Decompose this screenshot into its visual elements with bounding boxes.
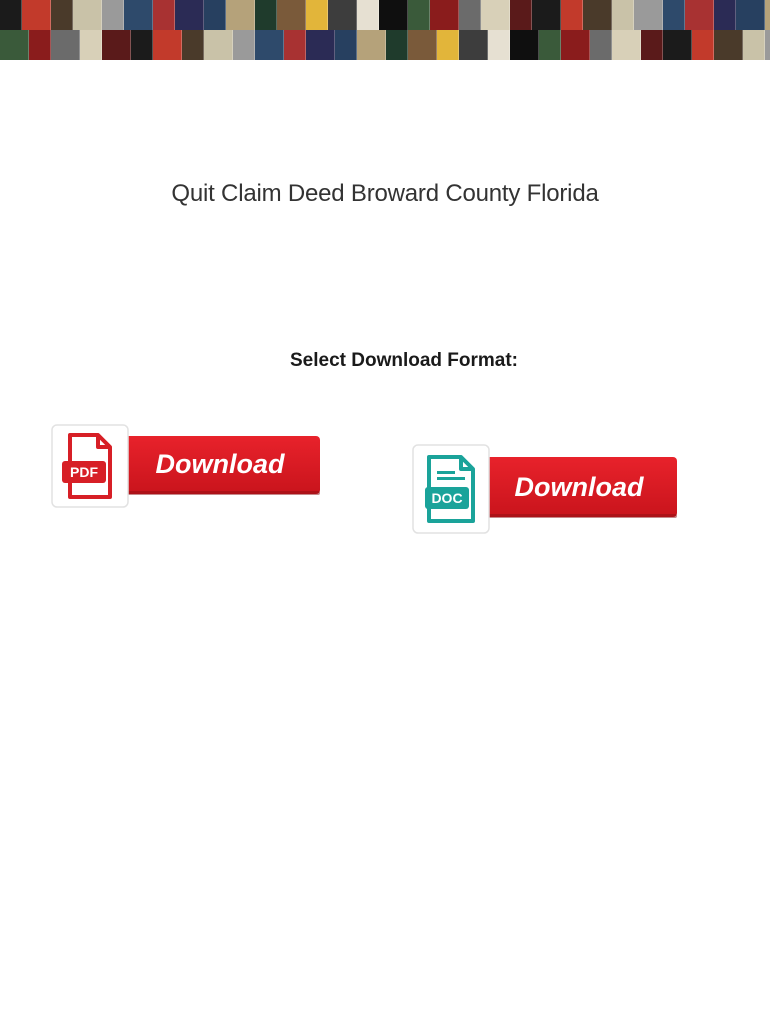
cover-thumbnail <box>583 0 612 30</box>
doc-download-label: Download <box>514 472 644 502</box>
banner-row-bottom <box>0 30 770 60</box>
cover-thumbnail <box>386 30 408 60</box>
cover-thumbnail <box>437 30 459 60</box>
cover-thumbnail <box>277 0 306 30</box>
pdf-download-label: Download <box>155 449 285 479</box>
cover-collage-banner <box>0 0 770 60</box>
cover-thumbnail <box>102 30 131 60</box>
cover-thumbnail <box>233 30 255 60</box>
cover-thumbnail <box>736 0 765 30</box>
cover-thumbnail <box>153 30 182 60</box>
doc-download-button[interactable] <box>411 443 679 535</box>
cover-thumbnail <box>765 30 770 60</box>
cover-thumbnail <box>685 0 714 30</box>
cover-thumbnail <box>124 0 153 30</box>
cover-thumbnail <box>0 0 22 30</box>
cover-thumbnail <box>408 30 437 60</box>
cover-thumbnail <box>51 0 73 30</box>
cover-thumbnail <box>131 30 153 60</box>
cover-thumbnail <box>459 30 488 60</box>
cover-thumbnail <box>612 30 641 60</box>
doc-download-graphic <box>411 443 679 535</box>
cover-thumbnail <box>634 0 663 30</box>
cover-thumbnail <box>0 30 29 60</box>
cover-thumbnail <box>612 0 634 30</box>
cover-thumbnail <box>51 30 80 60</box>
cover-thumbnail <box>29 30 51 60</box>
cover-thumbnail <box>510 30 539 60</box>
cover-thumbnail <box>306 0 328 30</box>
cover-thumbnail <box>73 0 102 30</box>
cover-thumbnail <box>641 30 663 60</box>
banner-row-top <box>0 0 770 30</box>
cover-thumbnail <box>306 30 335 60</box>
cover-thumbnail <box>182 30 204 60</box>
cover-thumbnail <box>481 0 510 30</box>
cover-thumbnail <box>532 0 561 30</box>
cover-thumbnail <box>357 30 386 60</box>
cover-thumbnail <box>153 0 175 30</box>
cover-thumbnail <box>561 0 583 30</box>
cover-thumbnail <box>714 0 736 30</box>
page-title: Quit Claim Deed Broward County Florida <box>171 180 599 207</box>
cover-thumbnail <box>22 0 51 30</box>
cover-thumbnail <box>459 0 481 30</box>
cover-thumbnail <box>663 30 692 60</box>
cover-thumbnail <box>255 30 284 60</box>
doc-icon-label: DOC <box>431 490 463 506</box>
cover-thumbnail <box>539 30 561 60</box>
cover-thumbnail <box>204 0 226 30</box>
cover-thumbnail <box>226 0 255 30</box>
select-format-heading: Select Download Format: <box>289 350 519 371</box>
cover-thumbnail <box>408 0 430 30</box>
cover-thumbnail <box>714 30 743 60</box>
cover-thumbnail <box>590 30 612 60</box>
cover-thumbnail <box>328 0 357 30</box>
cover-thumbnail <box>284 30 306 60</box>
cover-thumbnail <box>379 0 408 30</box>
cover-thumbnail <box>255 0 277 30</box>
cover-thumbnail <box>561 30 590 60</box>
cover-thumbnail <box>175 0 204 30</box>
cover-thumbnail <box>357 0 379 30</box>
cover-thumbnail <box>102 0 124 30</box>
cover-thumbnail <box>430 0 459 30</box>
cover-thumbnail <box>765 0 770 30</box>
pdf-icon-label: PDF <box>70 464 98 480</box>
cover-thumbnail <box>663 0 685 30</box>
cover-thumbnail <box>743 30 765 60</box>
cover-thumbnail <box>510 0 532 30</box>
pdf-download-button[interactable] <box>50 423 322 509</box>
cover-thumbnail <box>204 30 233 60</box>
cover-thumbnail <box>335 30 357 60</box>
cover-thumbnail <box>80 30 102 60</box>
pdf-download-graphic <box>50 423 322 509</box>
cover-thumbnail <box>488 30 510 60</box>
cover-thumbnail <box>692 30 714 60</box>
